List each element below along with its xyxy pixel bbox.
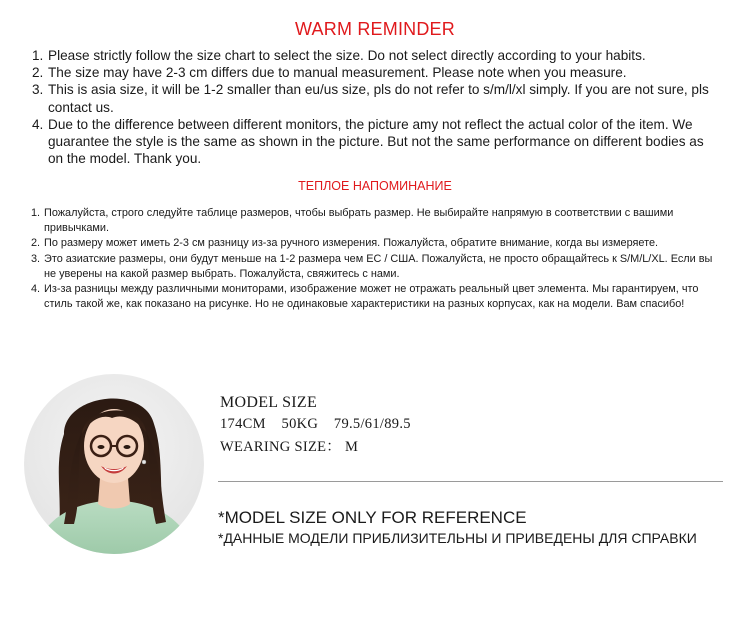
model-photo-icon <box>24 374 204 554</box>
reference-note-ru: *ДАННЫЕ МОДЕЛИ ПРИБЛИЗИТЕЛЬНЫ И ПРИВЕДЕНЫ ДЛЯ СПРАВКИ <box>218 530 697 546</box>
wearing-size-label: WEARING SIZE： <box>220 439 342 455</box>
model-height: 174CM <box>220 416 266 432</box>
list-item <box>30 64 720 81</box>
item-text: The size may have 2-3 cm differs due to manual measurement. Please note when you measure. <box>48 65 627 81</box>
wearing-size-value: M <box>345 439 359 455</box>
item-text: По размеру может иметь 2-3 см разницу из-за ручного измерения. Пожалуйста, обратите внимание, когда вы измеряете. <box>44 237 659 250</box>
model-body-measurements: 79.5/61/89.5 <box>333 416 411 432</box>
list-item <box>31 252 726 282</box>
item-text: This is asia size, it will be 1-2 smaller than eu/us size, pls do not refer to s/m/l/xl simply. If you are not sure, pls contact us. <box>48 82 709 115</box>
item-number: 3. <box>31 252 41 265</box>
item-text: Due to the difference between different monitors, the picture amy not reflect the actual color of the item. We guarantee the style is the same as shown in the picture. But not the same performance on different bodies as on the model. Thank you. <box>48 116 704 167</box>
list-item <box>31 206 726 236</box>
list-item <box>30 116 720 168</box>
ru-reminder-title: ТЕПЛОЕ НАПОМИНАНИЕ <box>298 179 452 193</box>
item-number: 2. <box>32 65 44 81</box>
item-text: Please strictly follow the size chart to select the size. Do not select directly according to your habits. <box>48 48 646 63</box>
item-number: 1. <box>32 48 44 63</box>
model-avatar <box>24 374 204 554</box>
model-size-title: MODEL SIZE <box>220 394 318 411</box>
list-item <box>30 81 720 115</box>
reference-note-en: *MODEL SIZE ONLY FOR REFERENCE <box>218 508 527 527</box>
item-text: Из-за разницы между различными мониторами, изображение может не отражать реальный цвет элемента. Мы гарантируем, что стиль такой же, как показано на рисунке. Но не одинаковые характеристики на разных корпусах, как на модели. Вам спасибо! <box>44 283 699 311</box>
divider <box>218 481 723 482</box>
list-item <box>31 236 726 251</box>
item-number: 4. <box>31 283 41 296</box>
model-weight: 50KG <box>281 416 319 432</box>
item-number: 3. <box>32 82 44 98</box>
model-size-block <box>220 394 411 456</box>
item-text: Пожалуйста, строго следуйте таблице размеров, чтобы выбрать размер. Не выбирайте напрямую в соответствии с вашими привычками. <box>44 207 674 235</box>
item-text: Это азиатские размеры, они будут меньше на 1-2 размера чем ЕС / США. Пожалуйста, не просто обращайтесь к S/M/L/XL. Если вы не уверены на какой размер выбрать. Пожалуйста, свяжитесь с нами. <box>44 252 713 280</box>
list-item <box>30 47 720 64</box>
item-number: 4. <box>32 116 44 132</box>
warm-reminder-title: WARM REMINDER <box>295 19 455 39</box>
warm-reminder-list <box>30 47 720 167</box>
wearing-size-line <box>220 435 411 456</box>
list-item <box>31 282 726 312</box>
item-number: 1. <box>31 207 41 219</box>
model-measurements-line <box>220 416 411 433</box>
ru-reminder-list <box>31 206 726 312</box>
item-number: 2. <box>31 237 41 250</box>
